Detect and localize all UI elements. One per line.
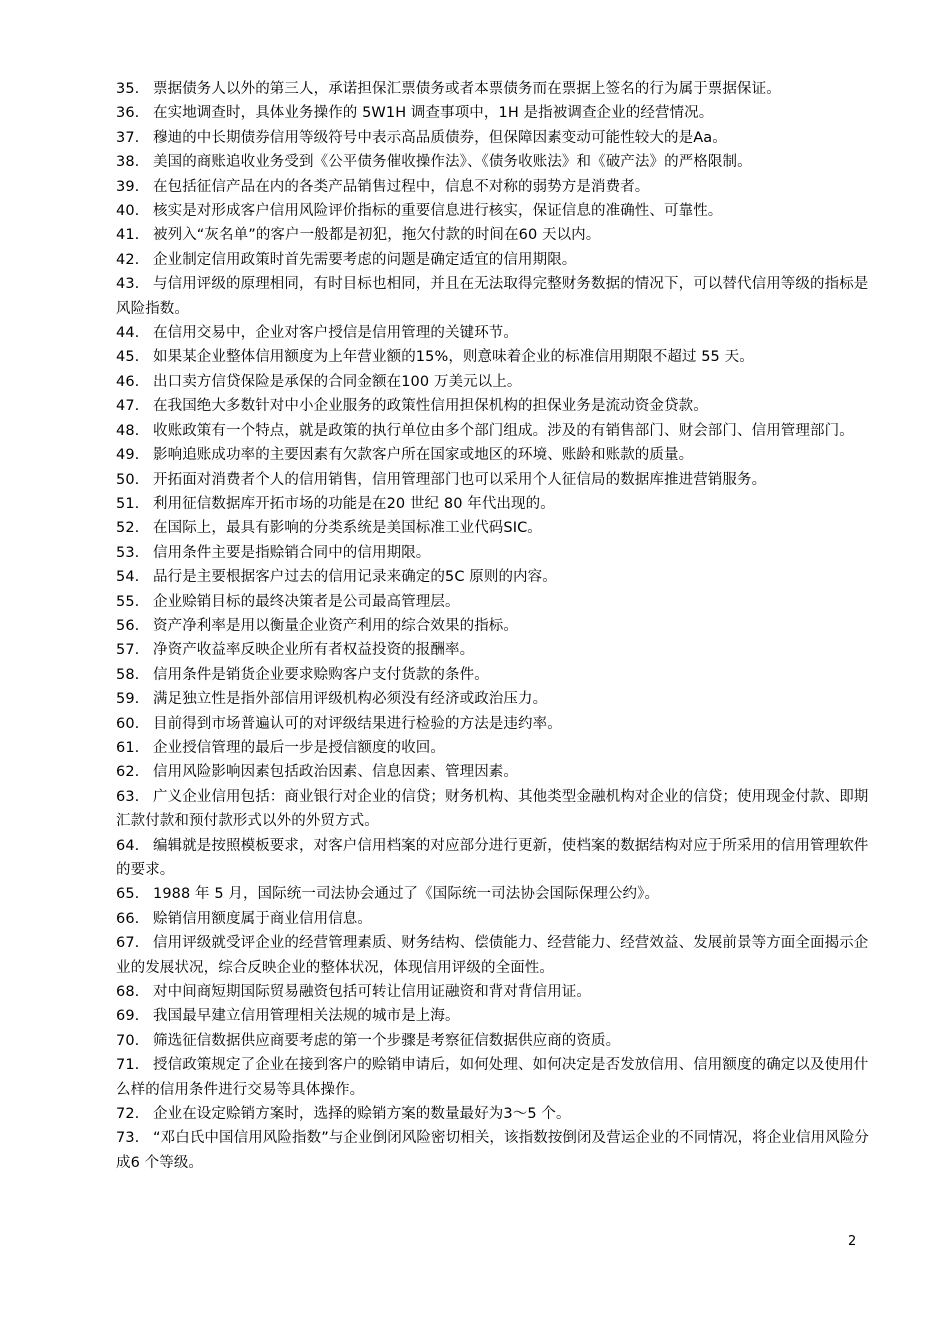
item-number: 40.: [116, 203, 140, 220]
item-number: 50.: [116, 471, 140, 488]
item-text: 满足独立性是指外部信用评级机构必须没有经济或政治压力。: [153, 691, 548, 708]
item-number: 58.: [116, 666, 140, 683]
item-text: 我国最早建立信用管理相关法规的城市是上海。: [153, 1008, 460, 1025]
list-item: [116, 516, 872, 540]
list-item: [116, 370, 872, 394]
item-text: 收账政策有一个特点，就是政策的执行单位由多个部门组成。涉及的有销售部门、财会部门、信用管理部门。: [153, 422, 854, 439]
item-text: 编辑就是按照模板要求，对客户信用档案的对应部分进行更新，使档案的数据结构对应于所采用的信用管理软件的要求。: [116, 837, 869, 878]
item-text: 信用风险影响因素包括政治因素、信息因素、管理因素。: [153, 764, 518, 781]
item-number: 56.: [116, 617, 140, 634]
list-item: [116, 736, 872, 760]
item-text: 信用评级就受评企业的经营管理素质、财务结构、偿债能力、经营能力、经营效益、发展前景等方面全面揭示企业的发展状况，综合反映企业的整体状况，体现信用评级的全面性。: [116, 935, 869, 976]
item-text: 赊销信用额度属于商业信用信息。: [153, 910, 372, 927]
item-text: 1988 年 5 月，国际统一司法协会通过了《国际统一司法协会国际保理公约》。: [153, 886, 660, 903]
list-item: [116, 199, 872, 223]
item-text: 如果某企业整体信用额度为上年营业额的15%，则意味着企业的标准信用期限不超过 55 天。: [153, 349, 754, 366]
item-number: 46.: [116, 373, 140, 390]
item-number: 62.: [116, 764, 140, 781]
item-text: 品行是主要根据客户过去的信用记录来确定的5C 原则的内容。: [153, 569, 557, 586]
item-text: 美国的商账追收业务受到《公平债务催收操作法》、《债务收账法》和《破产法》的严格限制。: [153, 154, 752, 171]
item-number: 70.: [116, 1032, 140, 1049]
item-number: 68.: [116, 984, 140, 1001]
list-item: [116, 223, 872, 247]
list-item: [116, 1102, 872, 1126]
list-item: [116, 1126, 872, 1175]
item-text: 穆迪的中长期债券信用等级符号中表示高品质债券，但保障因素变动可能性较大的是Aa。: [153, 129, 727, 146]
list-item: [116, 541, 872, 565]
list-item: [116, 175, 872, 199]
item-number: 55.: [116, 593, 140, 610]
list-item: [116, 590, 872, 614]
list-item: [116, 492, 872, 516]
item-number: 60.: [116, 715, 140, 732]
list-item: [116, 687, 872, 711]
item-text: 资产净利率是用以衡量企业资产利用的综合效果的指标。: [153, 617, 518, 634]
item-text: 对中间商短期国际贸易融资包括可转让信用证融资和背对背信用证。: [153, 984, 591, 1001]
item-number: 49.: [116, 447, 140, 464]
list-item: [116, 394, 872, 418]
item-text: 企业赊销目标的最终决策者是公司最高管理层。: [153, 593, 460, 610]
list-item: [116, 785, 872, 834]
item-text: 筛选征信数据供应商要考虑的第一个步骤是考察征信数据供应商的资质。: [153, 1032, 621, 1049]
item-text: 授信政策规定了企业在接到客户的赊销申请后，如何处理、如何决定是否发放信用、信用额度的确定以及使用什么样的信用条件进行交易等具体操作。: [116, 1057, 869, 1098]
item-number: 69.: [116, 1008, 140, 1025]
item-text: 企业在设定赊销方案时，选择的赊销方案的数量最好为3～5 个。: [153, 1106, 571, 1123]
list-item: [116, 760, 872, 784]
item-number: 66.: [116, 910, 140, 927]
question-list: [116, 77, 872, 1175]
list-item: [116, 1029, 872, 1053]
list-item: [116, 443, 872, 467]
list-item: [116, 882, 872, 906]
item-number: 59.: [116, 691, 140, 708]
item-text: 核实是对形成客户信用风险评价指标的重要信息进行核实，保证信息的准确性、可靠性。: [153, 203, 723, 220]
item-text: 在实地调查时，具体业务操作的 5W1H 调查事项中，1H 是指被调查企业的经营情况。: [153, 105, 714, 122]
list-item: [116, 419, 872, 443]
item-number: 44.: [116, 325, 140, 342]
item-number: 43.: [116, 276, 140, 293]
list-item: [116, 126, 872, 150]
item-number: 37.: [116, 129, 140, 146]
item-number: 53.: [116, 544, 140, 561]
list-item: [116, 345, 872, 369]
page-number: 2: [848, 1234, 857, 1249]
item-text: 票据债务人以外的第三人，承诺担保汇票债务或者本票债务而在票据上签名的行为属于票据保证。: [153, 81, 781, 97]
item-text: 信用条件主要是指赊销合同中的信用期限。: [153, 544, 431, 561]
list-item: [116, 931, 872, 980]
item-text: 企业制定信用政策时首先需要考虑的问题是确定适宜的信用期限。: [153, 251, 577, 268]
list-item: [116, 248, 872, 272]
item-number: 51.: [116, 495, 140, 512]
list-item: [116, 980, 872, 1004]
list-item: [116, 321, 872, 345]
item-number: 41.: [116, 227, 140, 244]
list-item: [116, 834, 872, 883]
item-number: 38.: [116, 154, 140, 171]
item-text: 被列入“灰名单”的客户一般都是初犯，拖欠付款的时间在60 天以内。: [153, 227, 601, 244]
item-number: 42.: [116, 251, 140, 268]
item-number: 48.: [116, 422, 140, 439]
item-text: 信用条件是销货企业要求赊购客户支付货款的条件。: [153, 666, 489, 683]
item-number: 61.: [116, 739, 140, 756]
list-item: [116, 1004, 872, 1028]
item-text: 广义企业信用包括：商业银行对企业的信贷；财务机构、其他类型金融机构对企业的信贷；使用现金付款、即期汇款付款和预付款形式以外的外贸方式。: [116, 788, 869, 830]
list-item: [116, 101, 872, 125]
list-item: [116, 638, 872, 662]
item-text: “邓白氏中国信用风险指数”与企业倒闭风险密切相关，该指数按倒闭及营运企业的不同情况，将企业信用风险分成6 个等级。: [116, 1130, 870, 1171]
item-number: 45.: [116, 349, 140, 366]
list-item: [116, 468, 872, 492]
list-item: [116, 614, 872, 638]
list-item: [116, 77, 872, 101]
item-number: 71.: [116, 1057, 140, 1074]
item-number: 39.: [116, 178, 140, 195]
item-number: 67.: [116, 935, 140, 952]
list-item: [116, 712, 872, 736]
item-number: 35.: [116, 81, 140, 97]
item-text: 净资产收益率反映企业所有者权益投资的报酬率。: [153, 642, 475, 659]
item-text: 影响追账成功率的主要因素有欠款客户所在国家或地区的环境、账龄和账款的质量。: [153, 447, 694, 464]
item-text: 在国际上，最具有影响的分类系统是美国标准工业代码SIC。: [153, 520, 542, 537]
item-text: 在我国绝大多数针对中小企业服务的政策性信用担保机构的担保业务是流动资金贷款。: [153, 398, 708, 415]
list-item: [116, 272, 872, 321]
item-number: 52.: [116, 520, 140, 537]
list-item: [116, 907, 872, 931]
item-text: 与信用评级的原理相同，有时目标也相同，并且在无法取得完整财务数据的情况下，可以替代信用等级的指标是风险指数。: [116, 276, 869, 317]
item-text: 在包括征信产品在内的各类产品销售过程中，信息不对称的弱势方是消费者。: [153, 178, 650, 195]
item-number: 36.: [116, 105, 140, 122]
item-number: 65.: [116, 886, 140, 903]
list-item: [116, 150, 872, 174]
item-text: 在信用交易中，企业对客户授信是信用管理的关键环节。: [153, 325, 518, 342]
item-number: 54.: [116, 569, 140, 586]
item-text: 出口卖方信贷保险是承保的合同金额在100 万美元以上。: [153, 373, 522, 390]
item-number: 64.: [116, 837, 140, 854]
item-number: 47.: [116, 398, 140, 415]
item-text: 目前得到市场普遍认可的对评级结果进行检验的方法是违约率。: [153, 715, 562, 732]
list-item: [116, 663, 872, 687]
list-item: [116, 1053, 872, 1102]
item-number: 57.: [116, 642, 140, 659]
item-number: 72.: [116, 1106, 140, 1123]
item-text: 企业授信管理的最后一步是授信额度的收回。: [153, 739, 445, 756]
item-number: 63.: [116, 788, 140, 805]
item-text: 利用征信数据库开拓市场的功能是在20 世纪 80 年代出现的。: [153, 495, 555, 512]
item-number: 73.: [116, 1130, 140, 1147]
list-item: [116, 565, 872, 589]
item-text: 开拓面对消费者个人的信用销售，信用管理部门也可以采用个人征信局的数据库推进营销服务。: [153, 471, 767, 488]
